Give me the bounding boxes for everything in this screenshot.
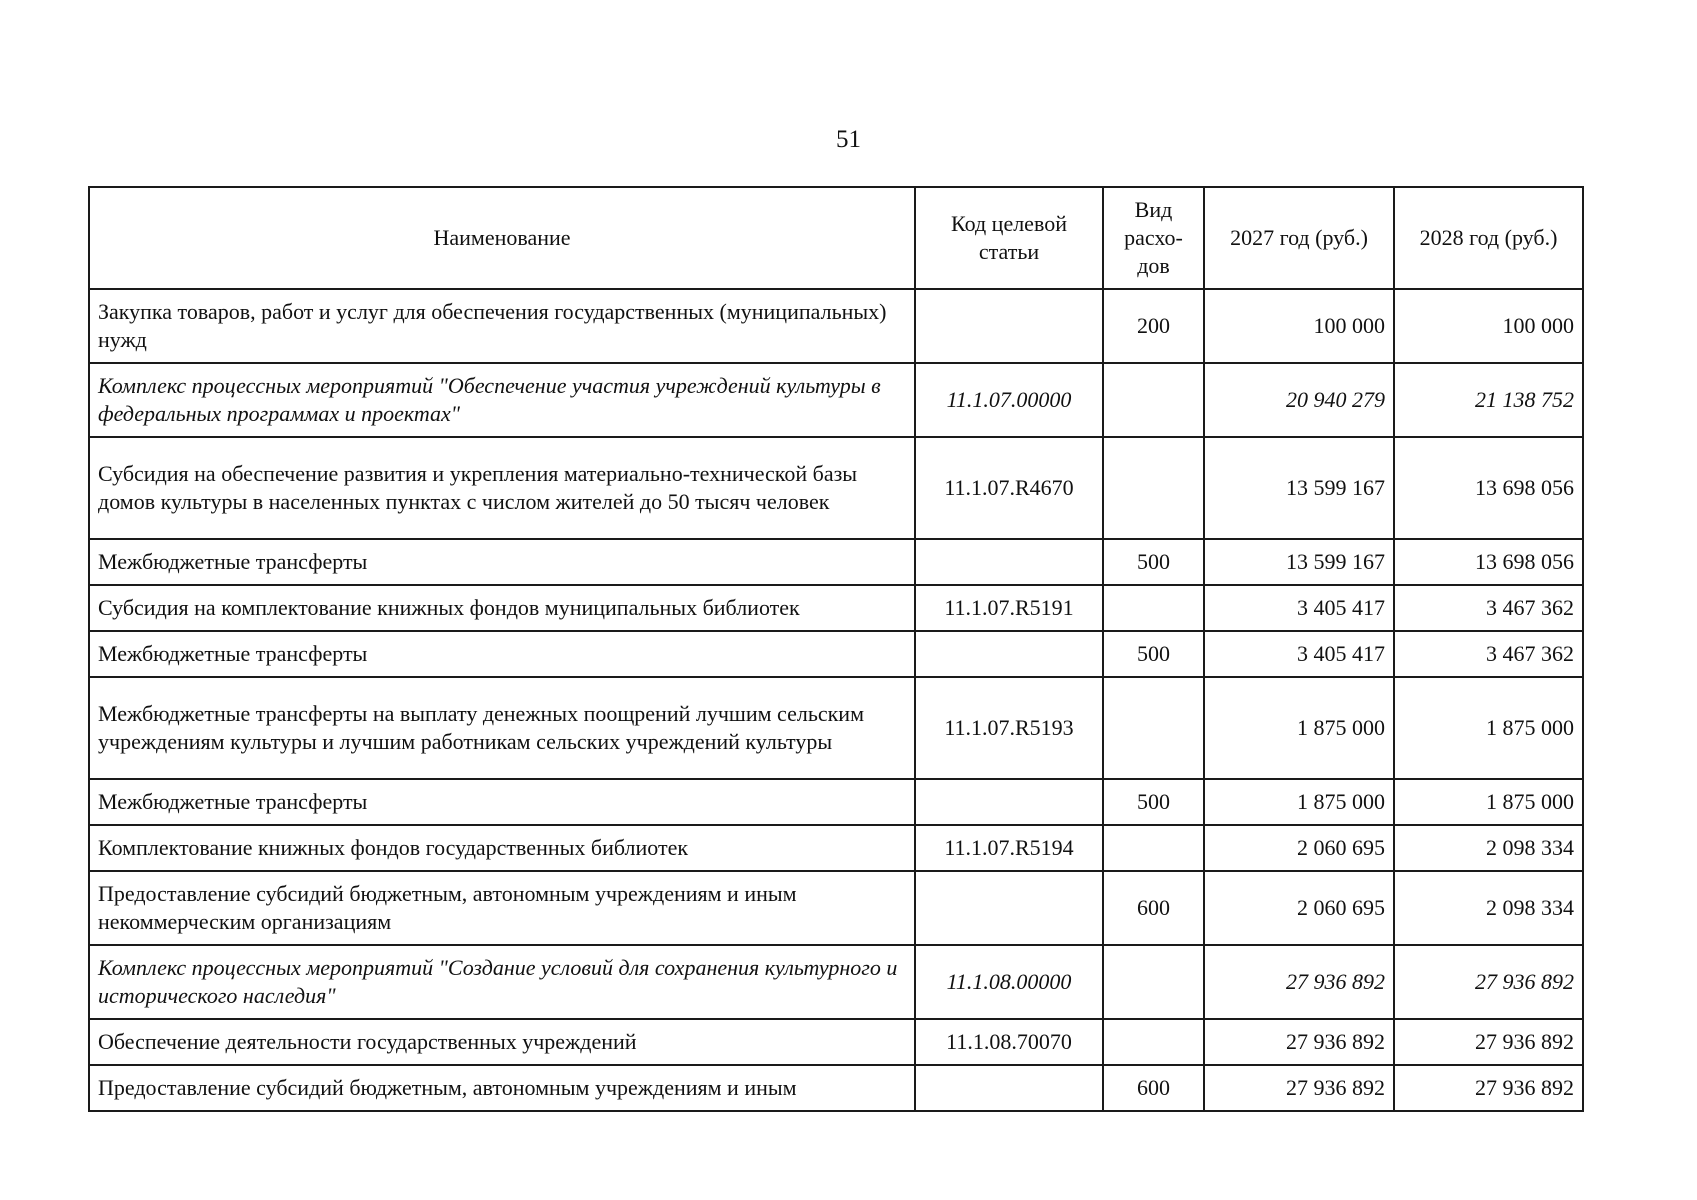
header-code: Код целевой статьи [915, 187, 1103, 289]
table-row [89, 363, 1583, 437]
table-row [89, 289, 1583, 363]
row-type [1103, 1019, 1204, 1065]
row-type: 500 [1103, 631, 1204, 677]
row-type [1103, 945, 1204, 1019]
header-type: Вид расхо- дов [1103, 187, 1204, 289]
budget-table [88, 186, 1584, 1112]
table-row [89, 871, 1583, 945]
table-row [89, 631, 1583, 677]
row-type [1103, 677, 1204, 779]
row-2028: 27 936 892 [1394, 1019, 1583, 1065]
row-2028: 2 098 334 [1394, 871, 1583, 945]
row-code: 11.1.07.R5191 [915, 585, 1103, 631]
row-2027: 27 936 892 [1204, 1065, 1394, 1111]
header-2027: 2027 год (руб.) [1204, 187, 1394, 289]
row-name: Комплектование книжных фондов государственных библиотек [89, 825, 915, 871]
row-code: 11.1.08.70070 [915, 1019, 1103, 1065]
row-code: 11.1.07.R4670 [915, 437, 1103, 539]
row-name: Межбюджетные трансферты [89, 631, 915, 677]
row-2028: 3 467 362 [1394, 585, 1583, 631]
row-2027: 2 060 695 [1204, 871, 1394, 945]
page-number: 51 [836, 126, 861, 153]
table-row [89, 779, 1583, 825]
table-row [89, 1065, 1583, 1111]
row-2028: 13 698 056 [1394, 539, 1583, 585]
table-row [89, 539, 1583, 585]
header-2028: 2028 год (руб.) [1394, 187, 1583, 289]
table-row [89, 437, 1583, 539]
row-type: 200 [1103, 289, 1204, 363]
table-row [89, 825, 1583, 871]
row-type: 500 [1103, 779, 1204, 825]
header-name: Наименование [89, 187, 915, 289]
row-2027: 1 875 000 [1204, 677, 1394, 779]
row-code [915, 871, 1103, 945]
row-type [1103, 363, 1204, 437]
row-2027: 13 599 167 [1204, 539, 1394, 585]
row-type: 600 [1103, 871, 1204, 945]
row-code: 11.1.07.R5193 [915, 677, 1103, 779]
row-2027: 27 936 892 [1204, 1019, 1394, 1065]
row-2028: 27 936 892 [1394, 945, 1583, 1019]
row-code: 11.1.07.R5194 [915, 825, 1103, 871]
table-row [89, 677, 1583, 779]
row-type [1103, 585, 1204, 631]
row-2028: 1 875 000 [1394, 779, 1583, 825]
row-name: Комплекс процессных мероприятий "Создание условий для сохранения культурного и исторического наследия" [89, 945, 915, 1019]
row-2027: 3 405 417 [1204, 585, 1394, 631]
row-name: Предоставление субсидий бюджетным, автономным учреждениям и иным некоммерческим организациям [89, 871, 915, 945]
row-2028: 100 000 [1394, 289, 1583, 363]
row-name: Субсидия на комплектование книжных фондов муниципальных библиотек [89, 585, 915, 631]
table-row [89, 585, 1583, 631]
row-name: Межбюджетные трансферты [89, 539, 915, 585]
row-name: Обеспечение деятельности государственных учреждений [89, 1019, 915, 1065]
row-2027: 2 060 695 [1204, 825, 1394, 871]
row-2028: 3 467 362 [1394, 631, 1583, 677]
row-2027: 27 936 892 [1204, 945, 1394, 1019]
row-name: Субсидия на обеспечение развития и укрепления материально-технической базы домов культуры в населенных пунктах с числом жителей до 50 тысяч человек [89, 437, 915, 539]
row-code: 11.1.07.00000 [915, 363, 1103, 437]
row-2028: 13 698 056 [1394, 437, 1583, 539]
row-type: 500 [1103, 539, 1204, 585]
row-type: 600 [1103, 1065, 1204, 1111]
row-name: Закупка товаров, работ и услуг для обеспечения государственных (муниципальных) нужд [89, 289, 915, 363]
row-2027: 1 875 000 [1204, 779, 1394, 825]
table-header-row [89, 187, 1583, 289]
table-row [89, 945, 1583, 1019]
row-code [915, 631, 1103, 677]
row-code [915, 779, 1103, 825]
row-name: Межбюджетные трансферты на выплату денежных поощрений лучшим сельским учреждениям культуры и лучшим работникам сельских учреждений культуры [89, 677, 915, 779]
table-row [89, 1019, 1583, 1065]
row-code: 11.1.08.00000 [915, 945, 1103, 1019]
row-2027: 13 599 167 [1204, 437, 1394, 539]
row-2028: 27 936 892 [1394, 1065, 1583, 1111]
row-type [1103, 825, 1204, 871]
row-code [915, 539, 1103, 585]
row-code [915, 289, 1103, 363]
row-2027: 3 405 417 [1204, 631, 1394, 677]
row-2027: 20 940 279 [1204, 363, 1394, 437]
row-name: Предоставление субсидий бюджетным, автономным учреждениям и иным [89, 1065, 915, 1111]
row-2028: 21 138 752 [1394, 363, 1583, 437]
row-type [1103, 437, 1204, 539]
row-2027: 100 000 [1204, 289, 1394, 363]
row-name: Комплекс процессных мероприятий "Обеспечение участия учреждений культуры в федеральных программах и проектах" [89, 363, 915, 437]
row-name: Межбюджетные трансферты [89, 779, 915, 825]
row-code [915, 1065, 1103, 1111]
row-2028: 1 875 000 [1394, 677, 1583, 779]
row-2028: 2 098 334 [1394, 825, 1583, 871]
